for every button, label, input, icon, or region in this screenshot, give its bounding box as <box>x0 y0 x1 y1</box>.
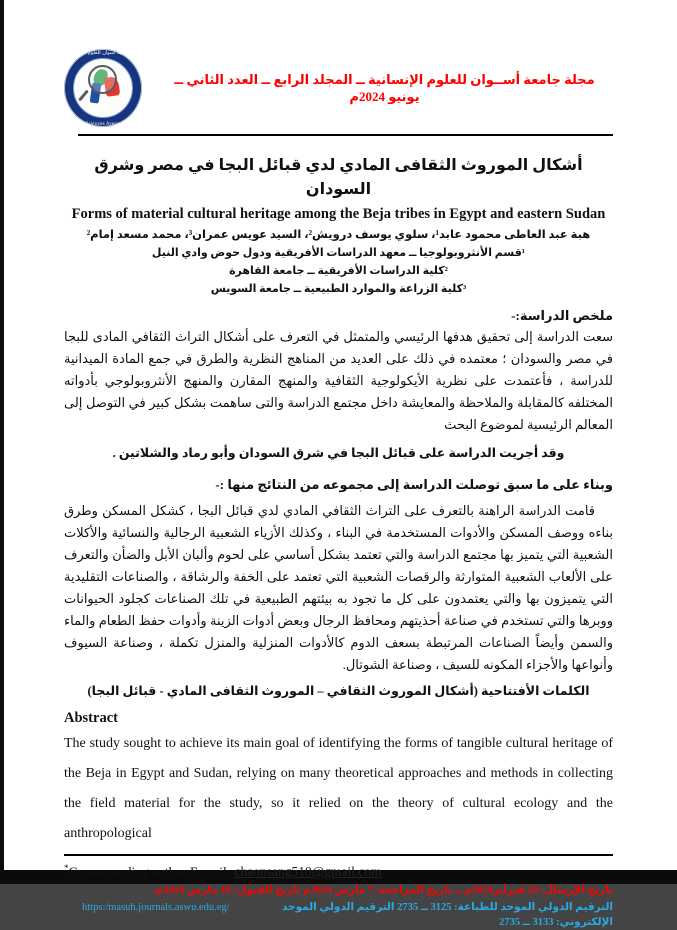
corresponding-author-label: Corresponding author E-mail: <box>68 864 231 879</box>
footnote-divider <box>64 854 613 856</box>
affiliation-2: ²كلية الدراسات الأفريقية ــ جامعة القاهرة <box>229 265 448 277</box>
paper-title-english: Forms of material cultural heritage among the Beja tribes in Egypt and eastern Sudan <box>71 206 606 222</box>
logo-emblem <box>73 58 133 118</box>
page-content <box>64 0 613 930</box>
affiliation-1: ¹قسم الأنثروبولوجيا ــ معهد الدراسات الأفريقية ودول حوض وادي النيل <box>151 247 526 259</box>
affiliation-3: ³كلية الزراعة والموارد الطبيعية ــ جامعة السويس <box>210 283 467 295</box>
journal-header <box>64 48 613 128</box>
paper-title-arabic: أشكال الموروث الثقافى المادي لدي قبائل البجا في مصر وشرق السودان <box>94 157 583 198</box>
journal-url-link[interactable]: https:/masuh.journals.aswu.edu.eg/ <box>82 902 230 913</box>
arabic-abstract-paragraph: سعت الدراسة إلى تحقيق هدفها الرئيسي والمتمثل في التعرف على أشكال التراث الثقافي المادى للبجا في مصر والسودان ؛ معتمده في ذلك على العديد من المناهج النظرية والطرق في جمع المادة الميدانية للدراسة ، فأعتمدت على نظرية الأيكولوجية الثقافية والمنهج المقارن والمنهج الأنثروبولوجي بأدواته المختلفه كالمقابلة والملاحظة والمعايشة داخل مجتمع الدراسة والتى ساهمت بشكل كبير في التوصل إلى المعالم الرئيسية لموضوع البحث <box>64 329 613 432</box>
results-lead-line: وبناء على ما سبق توصلت الدراسة إلى مجموعه من النتائج منها :- <box>215 477 613 492</box>
footnote-asterisk: * <box>64 862 69 873</box>
study-location-note: وقد أجريت الدراسة على قبائل البجا في شرق السودان وأبو رماد والشلاتين . <box>112 446 565 460</box>
header-divider <box>78 134 613 136</box>
english-abstract-paragraph: The study sought to achieve its main goal of identifying the forms of tangible cultural heritage of the Beja in Egypt and Sudan, relying on many theoretical approaches and methods in collecting the field material for the study, so it relied on the theory of cultural ecology and the anthropological <box>64 736 613 841</box>
logo-arc-text-english: Human Sciences Aswan Journal <box>68 121 138 126</box>
keywords-line: الكلمات الأفتتاحية (أشكال الموروث الثقافي – الموروث الثقافى المادي - قبائل البجا) <box>87 684 590 698</box>
scan-edge-left <box>0 0 4 884</box>
issn-row <box>64 900 613 930</box>
submission-dates-line: تاريخ الإرسال: 20 فبراير2024م ــ تاريخ المراجعة: 7 مارس 2024م تاريخ القبول: 10 مارس 2024م. <box>153 885 613 896</box>
journal-logo-icon <box>64 49 142 127</box>
magnifier-handle-icon <box>78 90 89 102</box>
logo-arc-text-arabic: مجلة كلية أسوان للعلوم الإنسانية <box>68 50 138 56</box>
issn-line: الترقيم الدولي الموحد للطباعة: 3125 ــ 2735 الترقيم الدولي الموحد الإلكتروني: 3133 ــ 2735 <box>281 902 613 928</box>
english-abstract-heading: Abstract <box>64 710 118 726</box>
authors-line: هبة عبد العاطى محمود عابد¹، سلوي يوسف درويش²، السيد عويس عمران³، محمد مسعد إمام² <box>86 229 591 241</box>
results-paragraph: قامت الدراسة الراهنة بالتعرف على التراث الثقافي المادي لدي قبائل البجا ، كشكل المسكن وطرق بناءه ووصف المسكن والأدوات المستخدمة في البناء ، وكذلك الأزياء الشعبية الرجالية والنسائية والأكلات الشعبية التي يتميز بها مجتمع الدراسة والتي تعتمد بشكل أساسي على لحوم وألبان الأبل والضأن والتعرف على الألعاب الشعبية المتوارثة والرقصات الشعبية التي تعتمد على الخفة والرشاقة ، والصناعات التقليدية التي يتميزون بها والتي يعتمدون على كل ما تجود به بيئتهم الطبيعية في تلك الصناعات كجلود الحيوانات ووبرها والتي تستخدم في صناعة أحذيتهم ومحافظ الرجال وبعض أدوات الزينة وأدوات حفظ الطعام والماء والسمن وأيضاً الصناعات المرتبطة بسعف الدوم كالأدوات المنزلية والمنزل تكملة ، وصناعة السيوف وأنواعها والأجزاء المكونه للسيف ، وصناعة الشوتال. <box>64 503 613 672</box>
corresponding-author-email-link[interactable]: chaonsang510@gmail.com <box>234 864 382 879</box>
corresponding-author-line <box>64 859 613 882</box>
magnifier-lens-icon <box>88 65 117 94</box>
arabic-abstract-heading: ملخص الدراسة:- <box>511 308 613 323</box>
journal-name: مجلة جامعة أســوان للعلوم الإنسانية ــ المجلد الرابع ــ العدد الثاني ــ يونيو 2024م <box>174 72 595 104</box>
